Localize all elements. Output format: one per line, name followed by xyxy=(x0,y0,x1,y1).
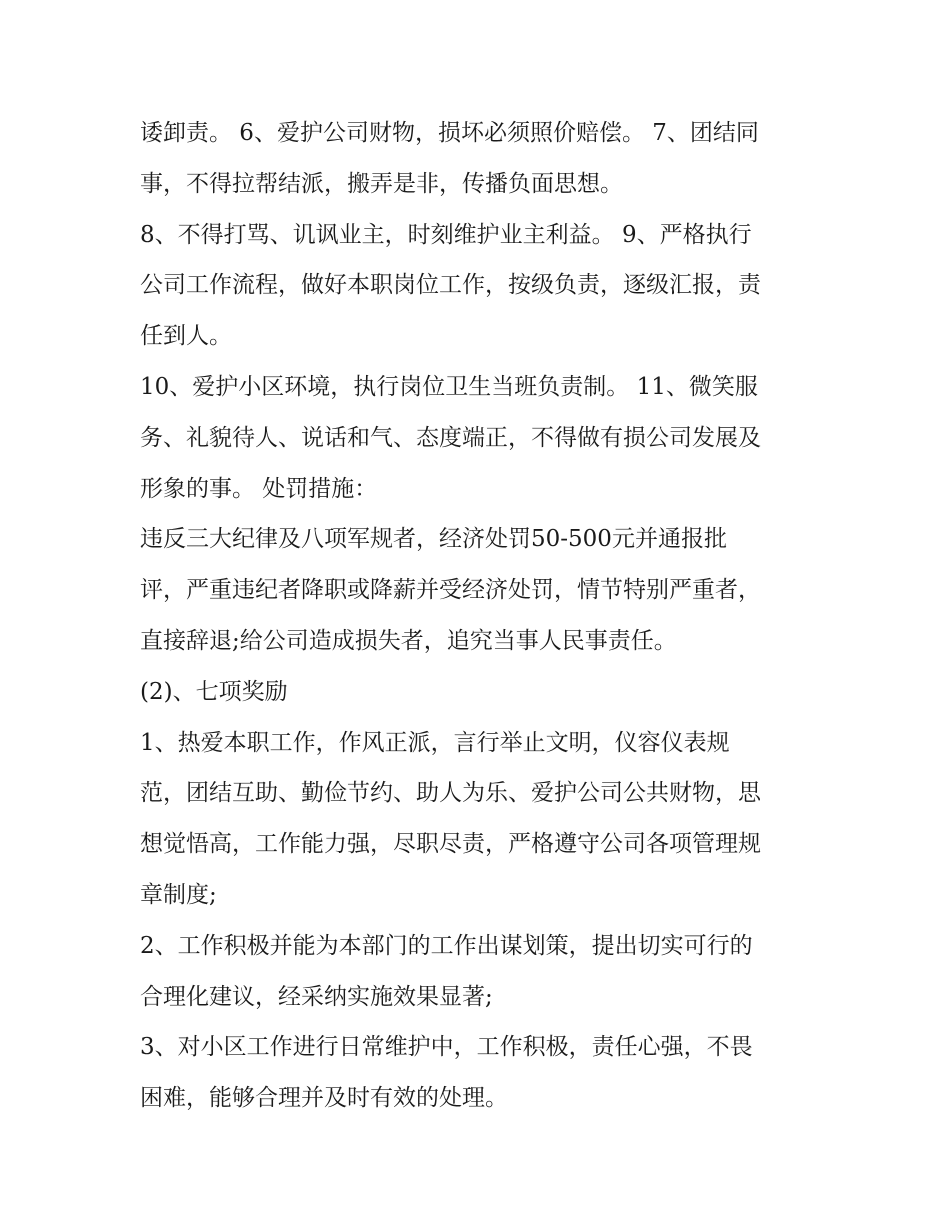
text-line: 评，严重违纪者降职或降薪并受经济处罚，情节特别严重者， xyxy=(140,577,761,604)
section-heading: (2)、七项奖励 xyxy=(140,678,288,705)
text-line: 1、热爱本职工作，作风正派，言行举止文明，仪容仪表规 xyxy=(140,729,730,756)
text-line: 困难，能够合理并及时有效的处理。 xyxy=(140,1085,508,1112)
document-body xyxy=(140,108,820,1124)
text-line: 任到人。 xyxy=(140,323,232,350)
text-line: 8、不得打骂、讥讽业主，时刻维护业主利益。 9、严格执行 xyxy=(140,221,752,248)
text-line: 形象的事。 处罚措施： xyxy=(140,475,378,502)
text-line: 2、工作积极并能为本部门的工作出谋划策，提出切实可行的 xyxy=(140,932,753,959)
text-line: 章制度; xyxy=(140,881,217,908)
text-line: 范，团结互助、勤俭节约、助人为乐、爱护公司公共财物，思 xyxy=(140,780,761,807)
text-line: 务、礼貌待人、说话和气、态度端正，不得做有损公司发展及 xyxy=(140,424,761,451)
text-line: 直接辞退;给公司造成损失者，追究当事人民事责任。 xyxy=(140,627,677,654)
text-line: 合理化建议，经采纳实施效果显著; xyxy=(140,983,493,1010)
text-line: 事，不得拉帮结派，搬弄是非，传播负面思想。 xyxy=(140,170,623,197)
text-line: 3、对小区工作进行日常维护中，工作积极，责任心强，不畏 xyxy=(140,1034,753,1061)
text-line: 诿卸责。 6、爱护公司财物，损坏必须照价赔偿。 7、团结同 xyxy=(140,120,759,146)
text-line: 公司工作流程，做好本职岗位工作，按级负责，逐级汇报，责 xyxy=(140,272,761,299)
text-line: 10、爱护小区环境，执行岗位卫生当班负责制。 11、微笑服 xyxy=(140,373,758,400)
text-line: 违反三大纪律及八项军规者，经济处罚50-500元并通报批 xyxy=(140,526,727,553)
text-line: 想觉悟高，工作能力强，尽职尽责，严格遵守公司各项管理规 xyxy=(140,831,761,858)
